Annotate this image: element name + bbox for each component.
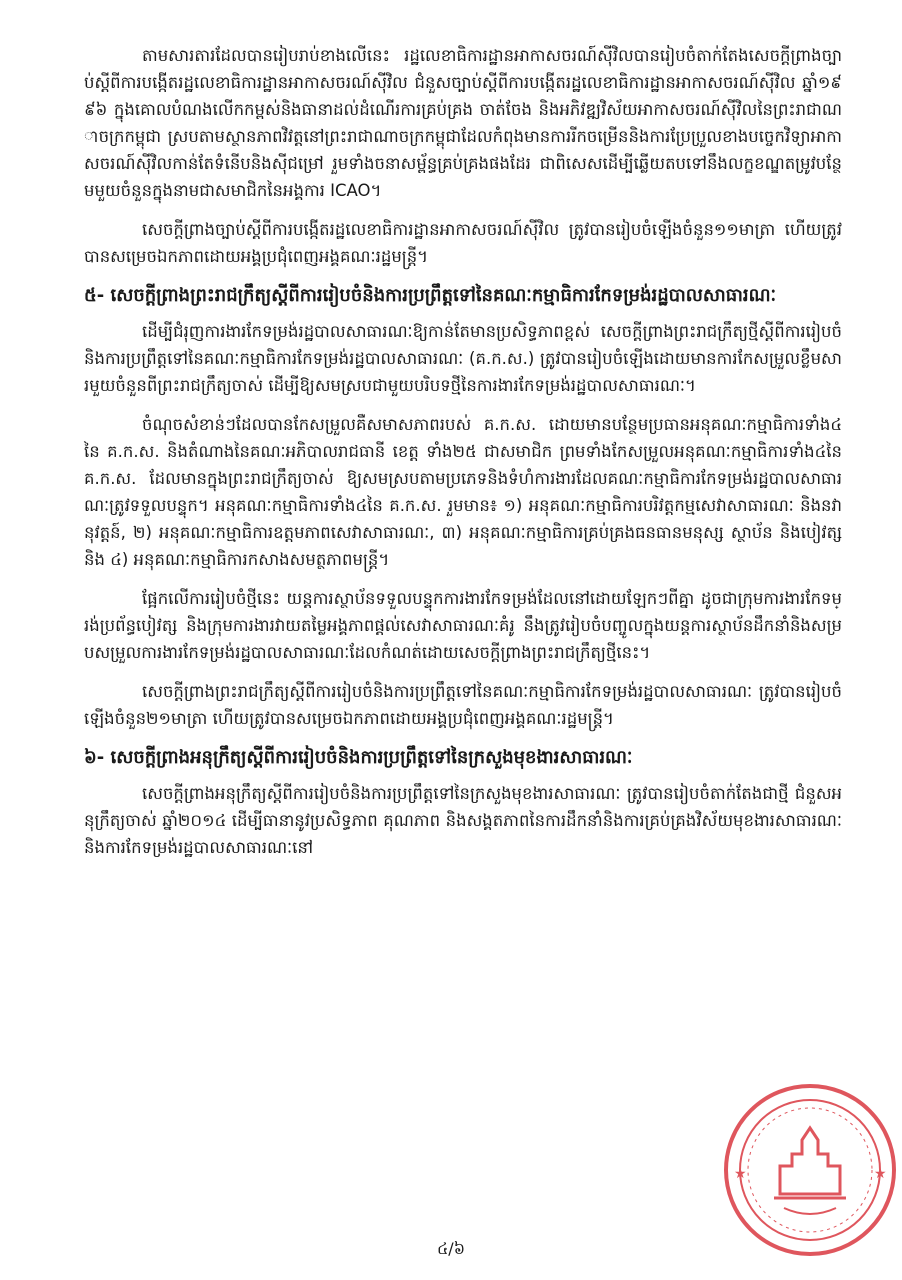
paragraph-cpar-mechanism: ផ្អែកលើការរៀបចំថ្មីនេះ យន្តការស្ថាប័នទទួលបន្ទុកការងារកែទម្រង់ដែលនៅដោយឡែកៗពីគ្នា ដូចជាក្រុមការងារកែទម្រង់ប្រព័ន្ធបៀវត្ស និងក្រុមការងារវាយតម្លៃអង្គភាពផ្ដល់សេវាសាធារណៈគំរូ នឹងត្រូវរៀបចំបញ្ចូលក្នុងយន្តការស្ថាប័នដឹកនាំនិងសម្របសម្រួលការងារកែទម្រង់រដ្ឋបាលសាធារណៈដែលកំណត់ដោយសេចក្ដីព្រាងព្រះរាជក្រឹត្យថ្មីនេះ។ <box>84 589 842 662</box>
paragraph-cpar-articles: សេចក្ដីព្រាងព្រះរាជក្រឹត្យស្ដីពីការរៀបចំនិងការប្រព្រឹត្តទៅនៃគណៈកម្មាធិការកែទម្រង់រដ្ឋបាលសាធារណៈ ត្រូវបានរៀបចំឡើងចំនួន២១មាត្រា ហើយត្រូវបានសម្រេចឯកភាពដោយអង្គប្រជុំពេញអង្គគណៈរដ្ឋមន្ត្រី។ <box>84 682 842 728</box>
seal-inner-ring <box>740 1100 880 1240</box>
seal-outer-ring <box>726 1086 894 1254</box>
svg-text:★: ★ <box>734 1166 747 1182</box>
section-heading-5: ៥- សេចក្ដីព្រាងព្រះរាជក្រឹត្យស្ដីពីការរៀបចំនិងការប្រព្រឹត្តទៅនៃគណៈកម្មាធិការកែទម្រង់រដ្ឋបាលសាធារណៈ <box>84 285 777 306</box>
paragraph-ssca-law-intro: តាមសារតារដែលបានរៀបរាប់ខាងលើនេះ រដ្ឋលេខាធិការដ្ឋានអាកាសចរណ៍ស៊ីវិលបានរៀបចំតាក់តែងសេចក្ដីព្រាងច្បាប់ស្ដីពីការបង្កើតរដ្ឋលេខាធិការដ្ឋានអាកាសចរណ៍ស៊ីវិល ជំនួសច្បាប់ស្ដីពីការបង្កើតរដ្ឋលេខាធិការដ្ឋានអាកាសចរណ៍ស៊ីវិល ឆ្នាំ១៩៩៦ ក្នុងគោលបំណងលើកកម្ពស់និងធានាដល់ដំណើរការគ្រប់គ្រង ចាត់ចែង និងអភិវឌ្ឍវិស័យអាកាសចរណ៍ស៊ីវិលនៃព្រះរាជាណាចក្រកម្ពុជា ស្របតាមស្ថានភាពវិវត្តនៅព្រះរាជាណាចក្រកម្ពុជាដែលកំពុងមានការរីកចម្រើននិងការប្រែប្រួលខាងបច្ចេកវិទ្យាអាកាសចរណ៍ស៊ីវិលកាន់តែទំនើបនិងស៊ីជម្រៅ រួមទាំងចនាសម្ព័ន្ធគ្រប់គ្រងផងដែរ ជាពិសេសដើម្បីឆ្លើយតបទៅនឹងលក្ខខណ្ឌតម្រូវបន្ថែមមួយចំនួនក្នុងនាមជាសមាជិកនៃអង្គការ ICAO។ <box>84 46 842 200</box>
paragraph-cpar-purpose: ដើម្បីជំរុញការងារកែទម្រង់រដ្ឋបាលសាធារណៈឱ្យកាន់តែមានប្រសិទ្ធភាពខ្ពស់ សេចក្ដីព្រាងព្រះរាជក្រឹត្យថ្មីស្ដីពីការរៀបចំនិងការប្រព្រឹត្តទៅនៃគណៈកម្មាធិការកែទម្រង់រដ្ឋបាលសាធារណៈ (គ.ក.ស.) ត្រូវបានរៀបចំឡើងដោយមានការកែសម្រួលខ្លឹមសារមួយចំនួនពីព្រះរាជក្រឹត្យចាស់ ដើម្បីឱ្យសមស្របជាមួយបរិបទថ្មីនៃការងារកែទម្រង់រដ្ឋបាលសាធារណៈ។ <box>84 322 842 395</box>
paragraph-mcs-purpose: សេចក្ដីព្រាងអនុក្រឹត្យស្ដីពីការរៀបចំនិងការប្រព្រឹត្តទៅនៃក្រសួងមុខងារសាធារណៈ ត្រូវបានរៀបចំតាក់តែងជាថ្មី ជំនួសអនុក្រឹត្យចាស់ ឆ្នាំ២០១៤ ដើម្បីធានានូវប្រសិទ្ធភាព គុណភាព និងសង្គតភាពនៃការដឹកនាំនិងការគ្រប់គ្រងវិស័យមុខងារសាធារណៈ និងការកែទម្រង់រដ្ឋបាលសាធារណៈនៅ <box>84 784 842 857</box>
section-heading-6: ៦- សេចក្ដីព្រាងអនុក្រឹត្យស្ដីពីការរៀបចំនិងការប្រព្រឹត្តទៅនៃក្រសួងមុខងារសាធារណៈ <box>84 747 633 768</box>
document-body <box>84 42 842 873</box>
paragraph-cpar-changes: ចំណុចសំខាន់ៗដែលបានកែសម្រួលគឺសមាសភាពរបស់ គ.ក.ស. ដោយមានបន្ថែមប្រធានអនុគណៈកម្មាធិការទាំង៤ នៃ គ.ក.ស. និងតំណាងនៃគណៈអភិបាលរាជធានី ខេត្ត ទាំង២៥ ជាសមាជិក ព្រមទាំងកែសម្រួលអនុគណៈកម្មាធិការទាំង៤នៃ គ.ក.ស. ដែលមានក្នុងព្រះរាជក្រឹត្យចាស់ ឱ្យសមស្របតាមប្រភេទនិងទំហំការងារដែលគណៈកម្មាធិការកែទម្រង់រដ្ឋបាលសាធារណៈត្រូវទទួលបន្ទុក។ អនុគណៈកម្មាធិការទាំង៤នៃ គ.ក.ស. រួមមាន៖ ១) អនុគណៈកម្មាធិការបរិវត្តកម្មសេវាសាធារណៈ និងនវានុវត្តន៍, ២) អនុគណៈកម្មាធិការឧត្តមភាពសេវាសាធារណៈ, ៣) អនុគណៈកម្មាធិការគ្រប់គ្រងធនធានមនុស្ស ស្ថាប័ន និងបៀវត្ស និង ៤) អនុគណៈកម្មាធិការកសាងសមត្ថភាពមន្ត្រី។ <box>84 415 842 569</box>
official-seal-stamp <box>722 1082 898 1258</box>
page-number: ៤/៦ <box>436 1239 466 1258</box>
seal-emblem <box>780 1128 840 1194</box>
paragraph-ssca-law-articles: សេចក្ដីព្រាងច្បាប់ស្ដីពីការបង្កើតរដ្ឋលេខាធិការដ្ឋានអាកាសចរណ៍ស៊ីវិល ត្រូវបានរៀបចំឡើងចំនួន១១មាត្រា ហើយត្រូវបានសម្រេចឯកភាពដោយអង្គប្រជុំពេញអង្គគណៈរដ្ឋមន្ត្រី។ <box>84 220 842 266</box>
svg-text:★: ★ <box>874 1166 887 1182</box>
